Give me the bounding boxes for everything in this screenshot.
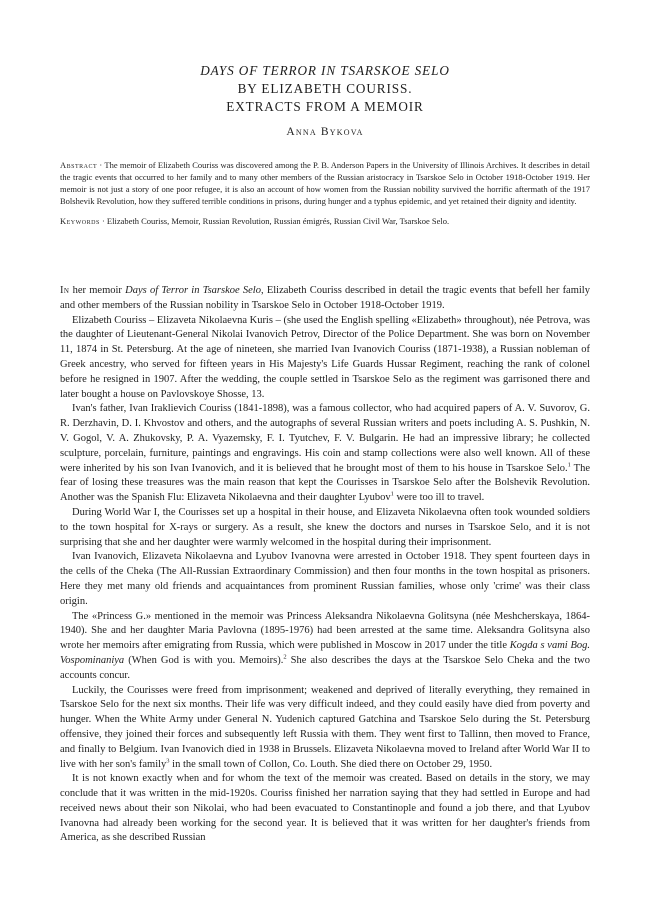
abstract-text: The memoir of Elizabeth Couriss was discovered among the P. B. Anderson Papers in the University of Illinois Archives. It describes in detail the tragic events that occurred to her family and to many other members of the Russian aristocracy in Tsarskoe Selo in October 1918-October 1919. Her memoir is not just a story of one poor refugee, it is also an account of how women from the Russian nobility survived the horrific aftermath of the 1917 Bolshevik Revolution, how they suffered terrible conditions in prisons, during hunger and a typhus epidemic, and yet retained their dignity and identity. <box>60 160 590 207</box>
body-text-span: (When God is with you. Memoirs). <box>124 654 284 666</box>
abstract-label: Abstract <box>60 160 98 170</box>
body-text-span: her memoir <box>69 285 126 296</box>
abstract-paragraph <box>60 159 590 207</box>
body-text-span: were too ill to travel. <box>393 492 485 504</box>
book-title-italic: Kogda s vami Bog. Vospominaniya <box>60 640 590 666</box>
keywords-paragraph <box>60 215 590 227</box>
body-text-span: The fear of losing these treasures was the main reason that kept the Courisses in Tsarskoe Selo after the Bolshevik Revolution. Another was the Spanish Flu: Elizaveta Nikolaevna and their daughter Lyubov <box>60 462 590 504</box>
article-title-line-2: BY ELIZABETH COURISS. <box>237 81 413 96</box>
memoir-title-italic: Days of Terror in Tsarskoe Selo <box>125 285 261 296</box>
footnote-ref-1b[interactable]: 1 <box>390 490 394 498</box>
article-header <box>60 62 590 138</box>
keywords-separator: · <box>101 216 105 227</box>
abstract-separator: · <box>99 160 103 170</box>
body-paragraph-8: It is not known exactly when and for whom the text of the memoir was created. Based on details in the story, we may conclude that it was written in the mid-1920s. Couriss finished her narration saying that they had settled in Europe and had received news about their son Nikolai, who had been evacuated to Constantinople and found a job there, and that Lyubov Ivanovna had already been working for the second year. It is believed that it was written for her daughter's friends from America, as she described Russian <box>60 773 590 844</box>
keywords-text: Elizabeth Couriss, Memoir, Russian Revolution, Russian émigrés, Russian Civil War, Tsarskoe Selo. <box>106 216 450 227</box>
article-title-line-3: EXTRACTS FROM A MEMOIR <box>226 99 424 114</box>
keywords-label: Keywords <box>60 216 100 227</box>
body-paragraph-5: Ivan Ivanovich, Elizaveta Nikolaevna and Lyubov Ivanovna were arrested in October 1918. They spent fourteen days in the cells of the Cheka (The All-Russian Extraordinary Commission) and then four months in the town hospital as prisoners. Here they met many old friends and acquaintances from prominent Russian families, whose only 'crime' was their class origin. <box>60 551 590 607</box>
body-paragraph-3 <box>60 402 590 506</box>
abstract-block <box>60 159 590 227</box>
article-body <box>60 284 590 846</box>
body-paragraph-4: During World War I, the Courisses set up a hospital in their house, and Elizaveta Nikolaevna often took wounded soldiers to the town hospital for X-rays or surgery. As a result, she knew the doctors and nurses in Tsarskoe Selo, and it is not surprising that she and her daughter were warmly welcomed in the hospital during their imprisonment. <box>60 506 590 548</box>
footnote-ref-1[interactable]: 1 <box>567 461 571 469</box>
body-text-span: The «Princess G.» mentioned in the memoir was Princess Aleksandra Nikolaevna Golitsyna (née Meshcherskaya, 1864-1940). She and her daughter Maria Pavlovna (1895-1976) had been arrested at the same time. Aleksandra Golitsyna also wrote her memoirs after emigrating from Russia, which were published in Moscow in 2017 under the title <box>60 610 590 652</box>
body-paragraph-7 <box>60 684 590 773</box>
body-text-span: She also describes the days at the Tsarskoe Selo Cheka and the two accounts concur. <box>60 654 591 681</box>
body-text-span: , Elizabeth Couriss described in detail the tragic events that befell her family and other members of the Russian nobility in Tsarskoe Selo in October 1918-October 1919. <box>60 285 590 311</box>
article-title-line-1: DAYS OF TERROR IN TSARSKOE SELO <box>200 63 450 78</box>
body-paragraph-1 <box>60 284 590 314</box>
footnote-ref-3[interactable]: 3 <box>166 757 170 764</box>
footnote-ref-2[interactable]: 2 <box>283 653 287 661</box>
body-paragraph-2: Elizabeth Couriss – Elizaveta Nikolaevna Kuris – (she used the English spelling «Elizabeth» throughout), née Petrova, was the daughter of Lieutenant-General Nikolai Ivanovich Petrov, Director of the Police Department. She was born on November 11, 1874 in St. Petersburg. At the age of nineteen, she married Ivan Ivanovich Couriss (1871-1938), a Russian nobleman of Greek ancestry, who served for fifteen years in His Majesty's Life Guards Hussar Regiment, reaching the rank of colonel before he resigned in 1907. After the wedding, the couple settled in Tsarskoe Selo as the regiment was garrisoned there and later bought a house on Pavlovskoye Shosse, 13. <box>60 314 590 400</box>
body-text-span: in the small town of Collon, Co. Louth. She died there on October 29, 1950. <box>169 758 493 770</box>
opening-smallcaps: In <box>60 285 70 296</box>
body-paragraph-6 <box>60 610 590 684</box>
body-text-span: Ivan's father, Ivan Iraklievich Couriss (1841-1898), was a famous collector, who had acquired papers of A. V. Suvorov, G. R. Derzhavin, D. I. Khvostov and others, and the autographs of several Russian writers and poets including A. S. Pushkin, N. V. Gogol, V. A. Zhukovsky, P. A. Vyazemsky, F. I. Tyutchev, F. V. Bulgarin. He had an impressive library; he collected sculpture, porcelain, furniture, paintings and engravings. His coin and stamp collections were also well known. All of these were inherited by his son Ivan Ivanovich, and it is believed that he brought most of them to his house in Tsarskoe Selo. <box>60 403 590 474</box>
author-name: Anna Bykova <box>286 126 364 138</box>
body-text-span: Luckily, the Courisses were freed from imprisonment; weakened and deprived of literally everything, they remained in Tsarskoe Selo for the next six months. Their life was very difficult indeed, and they could easily have died from poverty and hunger. When the White Army under General N. Yudenich captured Gatchina and Tsarskoe Selo during the St. Petersburg offensive, they joined their forces and subsequently left Russia with them. They went first to Tallinn, then moved to France, and finally to Belgium. Ivan Ivanovich died in 1938 in Brussels. Elizaveta Nikolaevna moved to Ireland after World War II to live with her son's family <box>60 684 590 770</box>
